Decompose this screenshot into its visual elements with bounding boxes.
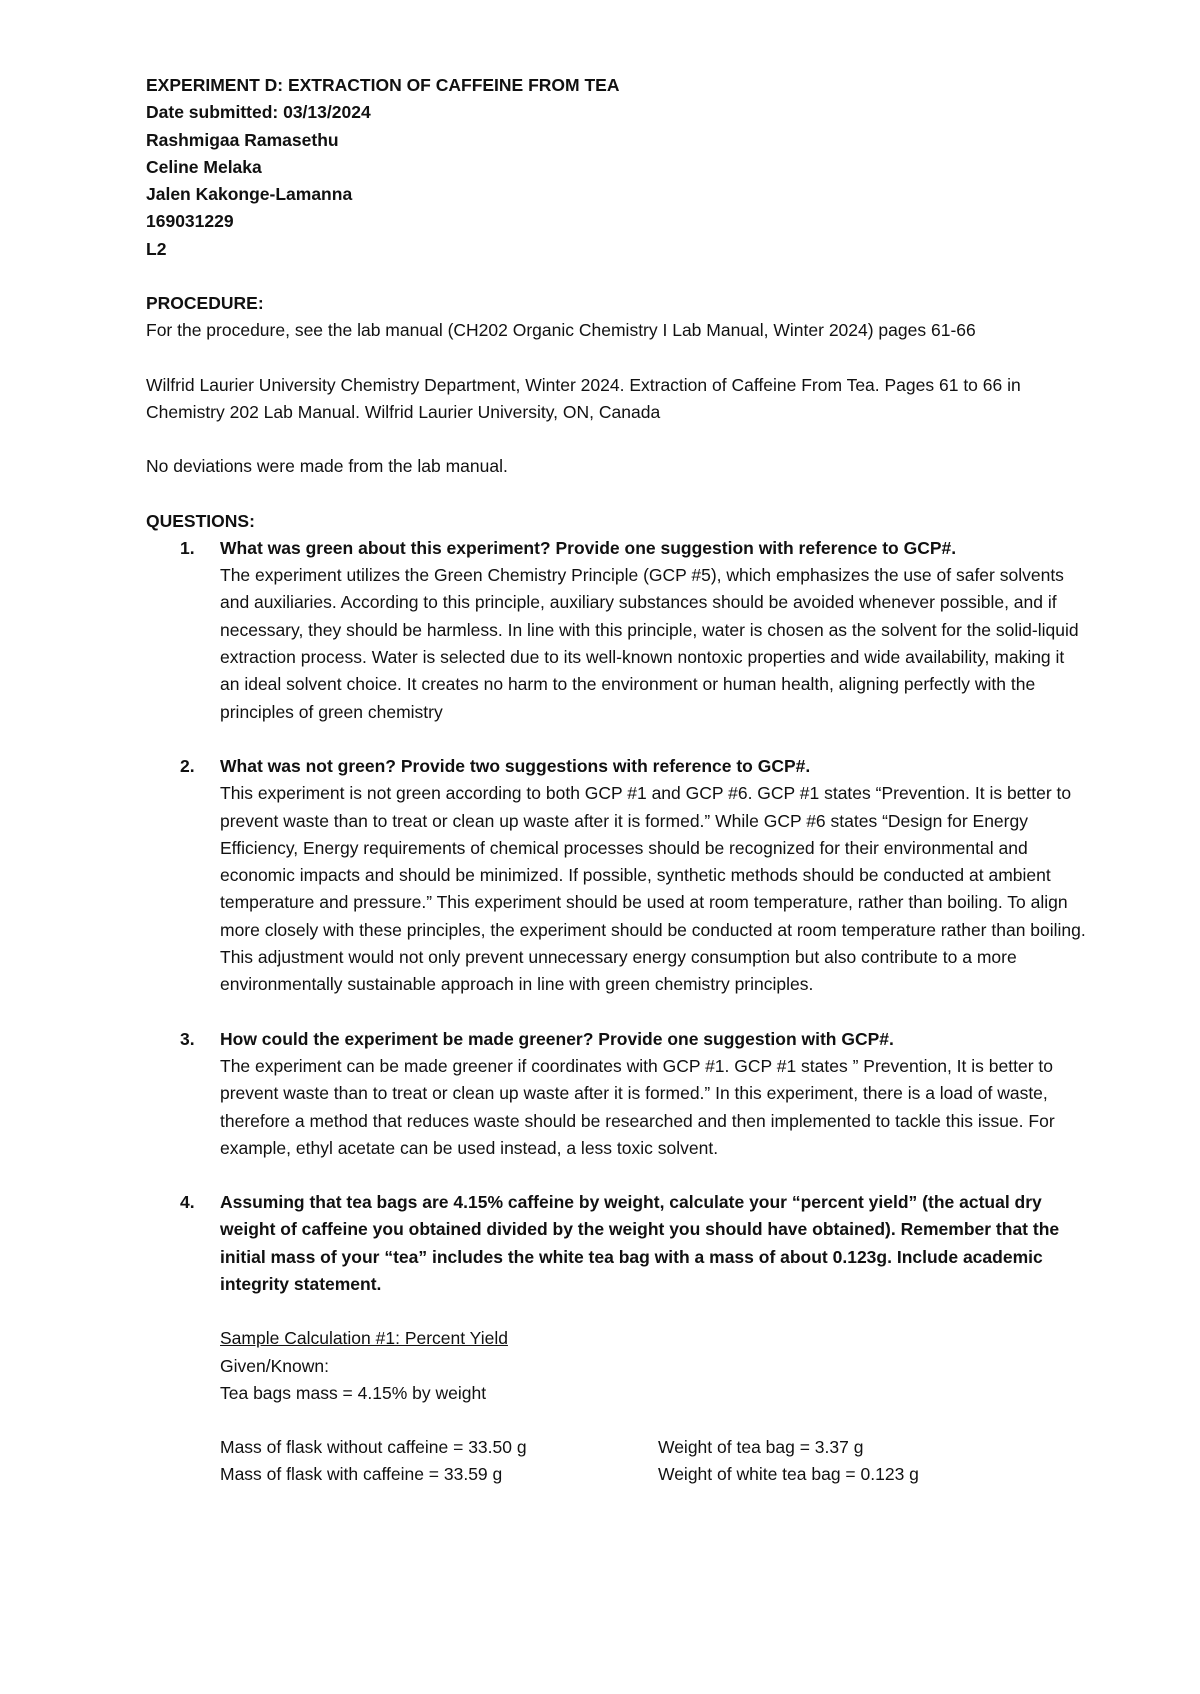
flask-mass-value: Mass of flask with caffeine = 33.59 g xyxy=(220,1464,503,1485)
procedure-deviations: No deviations were made from the lab manual. xyxy=(146,456,508,477)
question-title: What was green about this experiment? Provide one suggestion with reference to GCP#. xyxy=(220,537,957,558)
author-name: Rashmigaa Ramasethu xyxy=(146,129,339,150)
document-content xyxy=(146,72,1086,1489)
calculation-row xyxy=(220,1461,1086,1488)
question-number: 2. xyxy=(180,755,195,776)
lab-section: L2 xyxy=(146,238,167,259)
author-name: Celine Melaka xyxy=(146,156,262,177)
student-id: 169031229 xyxy=(146,211,234,232)
question-number: 3. xyxy=(180,1028,195,1049)
question-item xyxy=(146,535,1086,726)
procedure-text: For the procedure, see the lab manual (CH202 Organic Chemistry I Lab Manual, Winter 2024) pages 61-66 xyxy=(146,320,976,341)
procedure-reference: Wilfrid Laurier University Chemistry Department, Winter 2024. Extraction of Caffeine From Tea. Pages 61 to 66 in Chemistry 202 Lab Manual. Wilfrid Laurier University, ON, Canada xyxy=(146,374,1021,422)
question-item xyxy=(146,1026,1086,1162)
calculation-row xyxy=(220,1434,1086,1461)
question-answer: This experiment is not green according to both GCP #1 and GCP #6. GCP #1 states “Prevention. It is better to prevent waste than to treat or clean up waste after it is formed.” While GCP #6 states “Design for Energy Efficiency, Energy requirements of chemical processes should be recognized for their environmental and economic impacts and should be minimized. If possible, synthetic methods should be conducted at ambient temperature and pressure.” This experiment should be used at room temperature, rather than boiling. To align more closely with these principles, the experiment should be conducted at room temperature rather than boiling. This adjustment would not only prevent unnecessary energy consumption but also contribute to a more environmentally sustainable approach in line with green chemistry principles. xyxy=(220,783,1086,995)
question-number: 1. xyxy=(180,537,195,558)
tea-bag-weight-value: Weight of tea bag = 3.37 g xyxy=(658,1437,864,1458)
question-title: How could the experiment be made greener? Provide one suggestion with GCP#. xyxy=(220,1028,894,1049)
procedure-heading: PROCEDURE: xyxy=(146,293,264,314)
document-title: EXPERIMENT D: EXTRACTION OF CAFFEINE FROM TEA xyxy=(146,75,620,95)
calculation-title: Sample Calculation #1: Percent Yield xyxy=(220,1328,508,1349)
question-answer: The experiment can be made greener if coordinates with GCP #1. GCP #1 states ” Prevention, It is better to prevent waste than to treat or clean up waste after it is formed.” In this experiment, there is a load of waste, therefore a method that reduces waste should be researched and then implemented to tackle this issue. For example, ethyl acetate can be used instead, a less toxic solvent. xyxy=(220,1055,1055,1158)
flask-mass-value: Mass of flask without caffeine = 33.50 g xyxy=(220,1437,527,1458)
question-item xyxy=(146,1189,1086,1298)
date-submitted: Date submitted: 03/13/2024 xyxy=(146,102,371,123)
tea-bags-mass: Tea bags mass = 4.15% by weight xyxy=(220,1382,487,1403)
tea-bag-weight-value: Weight of white tea bag = 0.123 g xyxy=(658,1464,919,1485)
given-label: Given/Known: xyxy=(220,1355,329,1376)
question-answer: The experiment utilizes the Green Chemistry Principle (GCP #5), which emphasizes the use of safer solvents and auxiliaries. According to this principle, auxiliary substances should be avoided whenever possible, and if necessary, they should be harmless. In line with this principle, water is chosen as the solvent for the solid-liquid extraction process. Water is selected due to its well-known nontoxic properties and wide availability, making it an ideal solvent choice. It creates no harm to the environment or human health, aligning perfectly with the principles of green chemistry xyxy=(220,565,1079,722)
question-title: Assuming that tea bags are 4.15% caffeine by weight, calculate your “percent yield” (the actual dry weight of caffeine you obtained divided by the weight you should have obtained). Remember that the initial mass of your “tea” includes the white tea bag with a mass of about 0.123g. Include academic integrity statement. xyxy=(220,1192,1060,1294)
question-item xyxy=(146,753,1086,999)
questions-heading: QUESTIONS: xyxy=(146,510,255,531)
author-name: Jalen Kakonge-Lamanna xyxy=(146,184,353,205)
sample-calculation xyxy=(146,1325,1086,1488)
question-number: 4. xyxy=(180,1192,195,1213)
question-title: What was not green? Provide two suggestions with reference to GCP#. xyxy=(220,755,811,776)
